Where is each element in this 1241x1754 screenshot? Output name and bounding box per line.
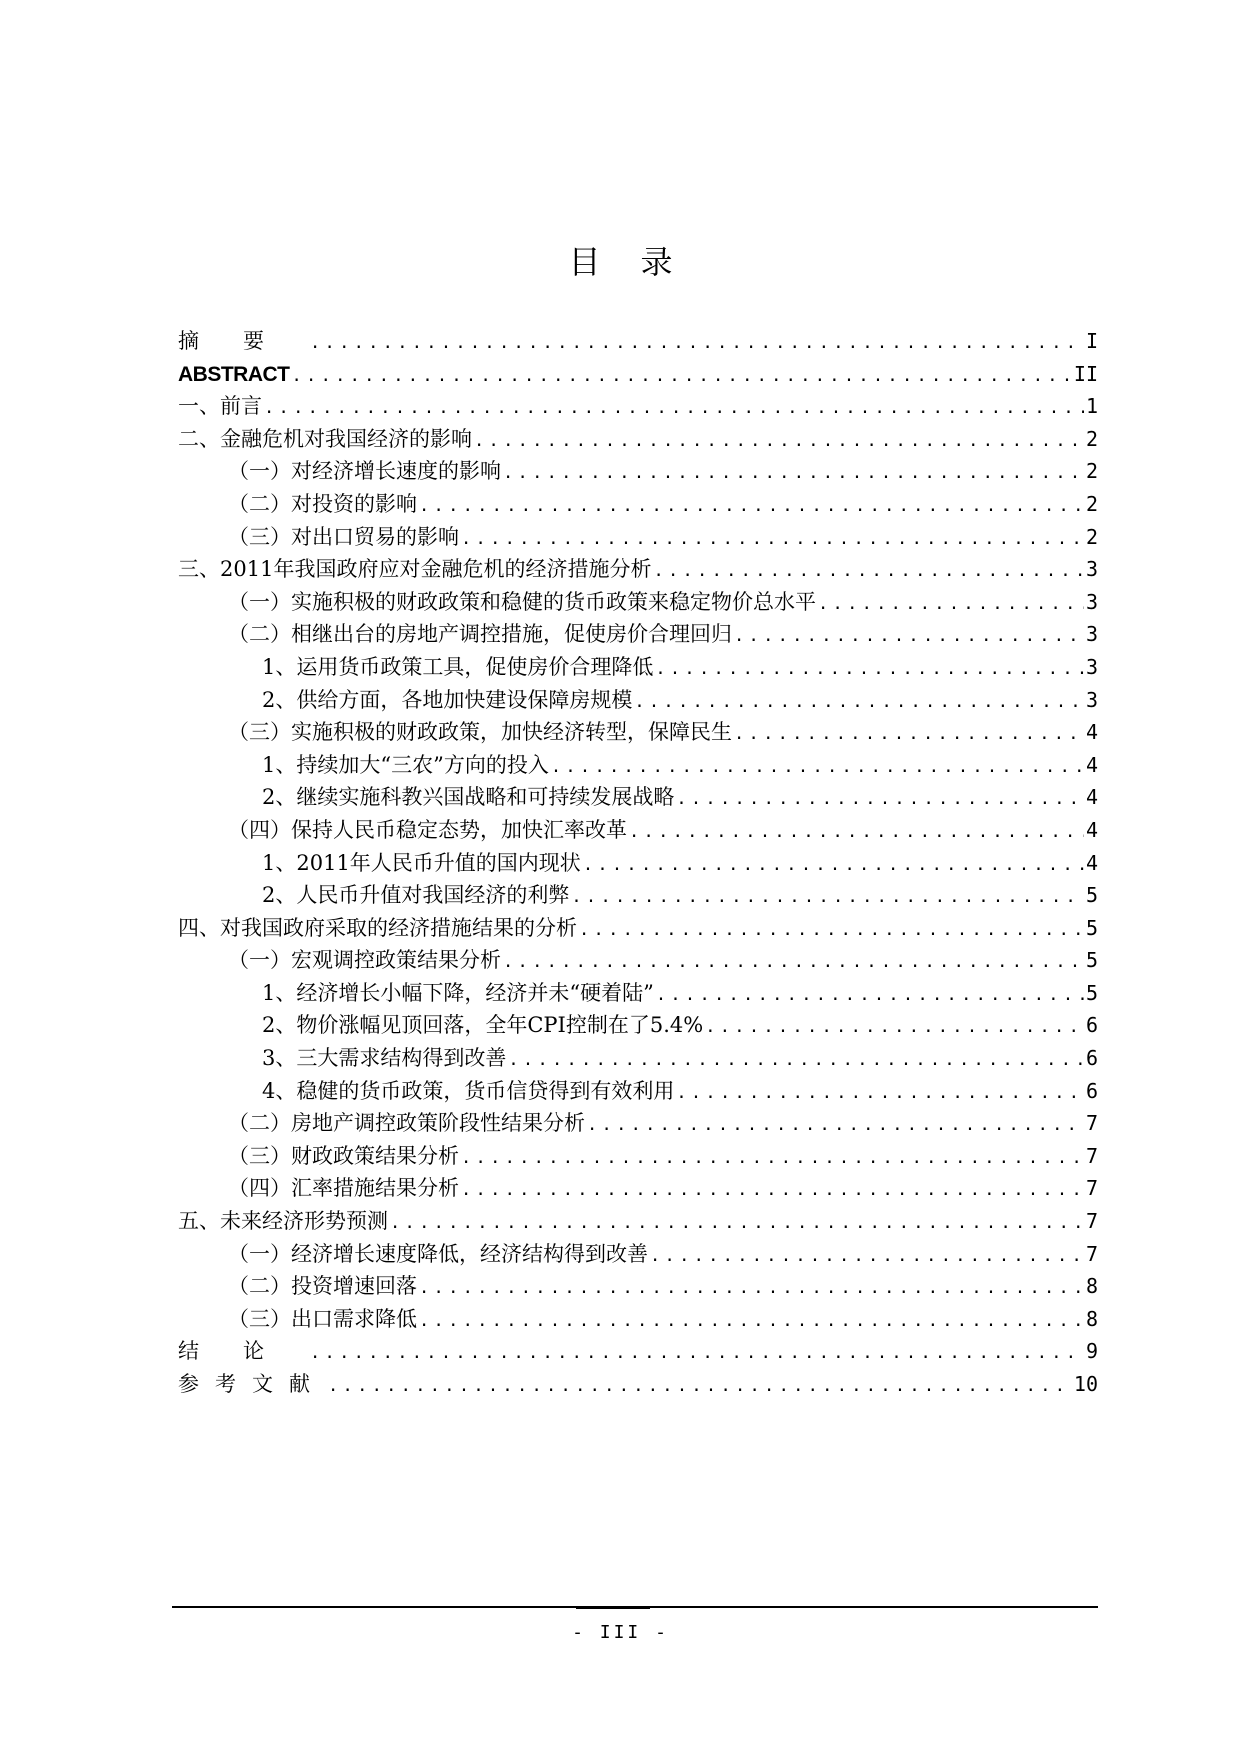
toc-entry-page: 7 <box>1085 1176 1098 1201</box>
toc-entry[interactable] <box>178 814 1098 847</box>
toc-entry-label: 五、未来经济形势预测 <box>178 1209 388 1234</box>
toc-leader-dots <box>587 1109 1084 1142</box>
toc-leader-dots <box>734 620 1084 653</box>
toc-leader-dots <box>579 914 1084 947</box>
toc-entry-label: （一）经济增长速度降低，经济结构得到改善 <box>228 1241 648 1266</box>
toc-leader-dots <box>310 1337 1084 1370</box>
toc-entry[interactable] <box>178 879 1098 912</box>
toc-entry[interactable] <box>178 847 1098 880</box>
footer-divider-accent <box>576 1606 650 1609</box>
toc-entry[interactable] <box>178 618 1098 651</box>
toc-entry[interactable] <box>178 1335 1098 1368</box>
toc-entry-label: 参考文献 <box>178 1372 326 1396</box>
toc-entry-label: ABSTRACT <box>178 362 290 386</box>
toc-entry[interactable] <box>178 1172 1098 1205</box>
table-of-contents <box>178 325 1098 1401</box>
toc-entry[interactable] <box>178 358 1098 391</box>
toc-entry-label: 一、前言 <box>178 394 262 419</box>
toc-entry-page: 5 <box>1085 980 1098 1005</box>
toc-leader-dots <box>705 1011 1084 1044</box>
toc-leader-dots <box>734 718 1084 751</box>
toc-entry-page: 7 <box>1085 1143 1098 1168</box>
toc-entry[interactable] <box>178 944 1098 977</box>
toc-leader-dots <box>571 881 1084 914</box>
toc-entry-page: 4 <box>1085 720 1098 745</box>
toc-entry-label: （三）对出口贸易的影响 <box>228 524 459 549</box>
toc-entry-label: 2、物价涨幅见顶回落，全年CPI控制在了5.4% <box>262 1013 704 1038</box>
toc-entry-label: （三）财政政策结果分析 <box>228 1143 459 1168</box>
toc-entry-page: 4 <box>1085 817 1098 842</box>
toc-entry-label: 4、稳健的货币政策，货币信贷得到有效利用 <box>262 1078 675 1103</box>
toc-leader-dots <box>264 392 1084 425</box>
toc-entry-label: 三、2011年我国政府应对金融危机的经济措施分析 <box>178 557 652 582</box>
toc-entry-page: 3 <box>1085 622 1098 647</box>
toc-leader-dots <box>390 1207 1084 1240</box>
toc-entry-label: 2、供给方面，各地加快建设保障房规模 <box>262 687 633 712</box>
toc-entry[interactable] <box>178 488 1098 521</box>
toc-leader-dots <box>419 1272 1084 1305</box>
toc-entry-label: 摘要 <box>178 329 308 353</box>
page-title: 目录 <box>568 243 713 281</box>
toc-entry-page: 8 <box>1085 1274 1098 1299</box>
toc-entry-label: （二）相继出台的房地产调控措施，促使房价合理回归 <box>228 622 732 647</box>
toc-leader-dots <box>818 588 1084 621</box>
toc-entry[interactable] <box>178 651 1098 684</box>
toc-entry[interactable] <box>178 1368 1098 1401</box>
toc-entry-page: 5 <box>1085 948 1098 973</box>
toc-entry-page: 3 <box>1085 687 1098 712</box>
toc-entry[interactable] <box>178 455 1098 488</box>
toc-entry[interactable] <box>178 1238 1098 1271</box>
toc-leader-dots <box>508 1044 1084 1077</box>
toc-entry[interactable] <box>178 977 1098 1010</box>
toc-entry-label: （四）汇率措施结果分析 <box>228 1176 459 1201</box>
toc-entry-page: I <box>1085 329 1098 353</box>
toc-leader-dots <box>655 653 1084 686</box>
toc-entry-page: 4 <box>1085 850 1098 875</box>
toc-entry[interactable] <box>178 684 1098 717</box>
toc-entry-label: 二、金融危机对我国经济的影响 <box>178 426 472 451</box>
toc-entry-label: 结论 <box>178 1339 308 1364</box>
toc-leader-dots <box>310 327 1084 360</box>
toc-leader-dots <box>551 751 1084 784</box>
toc-entry[interactable] <box>178 1009 1098 1042</box>
toc-leader-dots <box>503 457 1084 490</box>
toc-entry-page: 3 <box>1085 557 1098 582</box>
page-number: - III - <box>572 1622 669 1643</box>
toc-entry[interactable] <box>178 1140 1098 1173</box>
toc-entry[interactable] <box>178 521 1098 554</box>
toc-entry-page: 4 <box>1085 785 1098 810</box>
toc-leader-dots <box>629 816 1084 849</box>
toc-entry-label: （二）投资增速回落 <box>228 1274 417 1299</box>
toc-entry-page: 7 <box>1085 1209 1098 1234</box>
toc-entry[interactable] <box>178 1205 1098 1238</box>
toc-leader-dots <box>653 555 1084 588</box>
toc-entry[interactable] <box>178 423 1098 456</box>
toc-leader-dots <box>292 360 1072 393</box>
toc-entry-page: 10 <box>1073 1372 1098 1396</box>
toc-entry-page: 7 <box>1085 1111 1098 1136</box>
toc-leader-dots <box>583 849 1084 882</box>
toc-leader-dots <box>503 946 1084 979</box>
toc-leader-dots <box>419 1305 1084 1338</box>
toc-entry-page: 5 <box>1085 883 1098 908</box>
toc-leader-dots <box>461 1174 1084 1207</box>
toc-entry-label: 2、继续实施科教兴国战略和可持续发展战略 <box>262 785 675 810</box>
toc-entry-label: （三）实施积极的财政政策，加快经济转型，保障民生 <box>228 720 732 745</box>
toc-entry[interactable] <box>178 716 1098 749</box>
toc-entry-label: （四）保持人民币稳定态势，加快汇率改革 <box>228 817 627 842</box>
toc-entry[interactable] <box>178 912 1098 945</box>
toc-entry-label: 1、持续加大“三农”方向的投入 <box>262 752 549 777</box>
toc-entry[interactable] <box>178 390 1098 423</box>
toc-leader-dots <box>419 490 1084 523</box>
toc-entry-label: （二）对投资的影响 <box>228 491 417 516</box>
toc-entry-page: II <box>1073 361 1098 386</box>
toc-entry-page: 9 <box>1085 1339 1098 1364</box>
toc-entry-page: 2 <box>1085 426 1098 451</box>
toc-leader-dots <box>656 979 1084 1012</box>
toc-leader-dots <box>676 783 1084 816</box>
toc-entry-label: 2、人民币升值对我国经济的利弊 <box>262 883 570 908</box>
toc-entry-label: 四、对我国政府采取的经济措施结果的分析 <box>178 915 577 940</box>
toc-entry-page: 1 <box>1085 394 1098 419</box>
toc-entry[interactable] <box>178 1042 1098 1075</box>
toc-leader-dots <box>634 686 1084 719</box>
toc-leader-dots <box>461 523 1084 556</box>
toc-entry[interactable] <box>178 586 1098 619</box>
toc-entry[interactable] <box>178 325 1098 358</box>
toc-entry-label: （二）房地产调控政策阶段性结果分析 <box>228 1111 585 1136</box>
toc-entry-page: 2 <box>1085 491 1098 516</box>
toc-entry[interactable] <box>178 1303 1098 1336</box>
toc-entry-page: 5 <box>1085 915 1098 940</box>
toc-entry[interactable] <box>178 1107 1098 1140</box>
toc-entry-page: 7 <box>1085 1241 1098 1266</box>
toc-entry-label: （三）出口需求降低 <box>228 1306 417 1331</box>
toc-entry-page: 8 <box>1085 1306 1098 1331</box>
toc-entry-label: 1、经济增长小幅下降，经济并未“硬着陆” <box>262 980 654 1005</box>
toc-entry-page: 6 <box>1085 1078 1098 1103</box>
toc-entry-page: 2 <box>1085 459 1098 484</box>
toc-leader-dots <box>676 1077 1084 1110</box>
toc-entry-page: 2 <box>1085 524 1098 549</box>
toc-entry[interactable] <box>178 749 1098 782</box>
toc-entry-label: （一）宏观调控政策结果分析 <box>228 948 501 973</box>
toc-entry[interactable] <box>178 781 1098 814</box>
toc-entry-label: 3、三大需求结构得到改善 <box>262 1046 507 1071</box>
toc-entry-label: 1、运用货币政策工具，促使房价合理降低 <box>262 654 654 679</box>
toc-entry-label: （一）实施积极的财政政策和稳健的货币政策来稳定物价总水平 <box>228 589 816 614</box>
toc-entry-label: （一）对经济增长速度的影响 <box>228 459 501 484</box>
toc-entry[interactable] <box>178 1075 1098 1108</box>
toc-entry-page: 4 <box>1085 752 1098 777</box>
toc-entry[interactable] <box>178 1270 1098 1303</box>
toc-leader-dots <box>461 1142 1084 1175</box>
toc-entry[interactable] <box>178 553 1098 586</box>
toc-entry-page: 3 <box>1085 654 1098 679</box>
toc-entry-page: 3 <box>1085 589 1098 614</box>
toc-entry-page: 6 <box>1085 1046 1098 1071</box>
toc-entry-page: 6 <box>1085 1013 1098 1038</box>
toc-leader-dots <box>328 1370 1072 1403</box>
toc-leader-dots <box>474 425 1084 458</box>
toc-leader-dots <box>650 1240 1084 1273</box>
toc-entry-label: 1、2011年人民币升值的国内现状 <box>262 850 581 875</box>
